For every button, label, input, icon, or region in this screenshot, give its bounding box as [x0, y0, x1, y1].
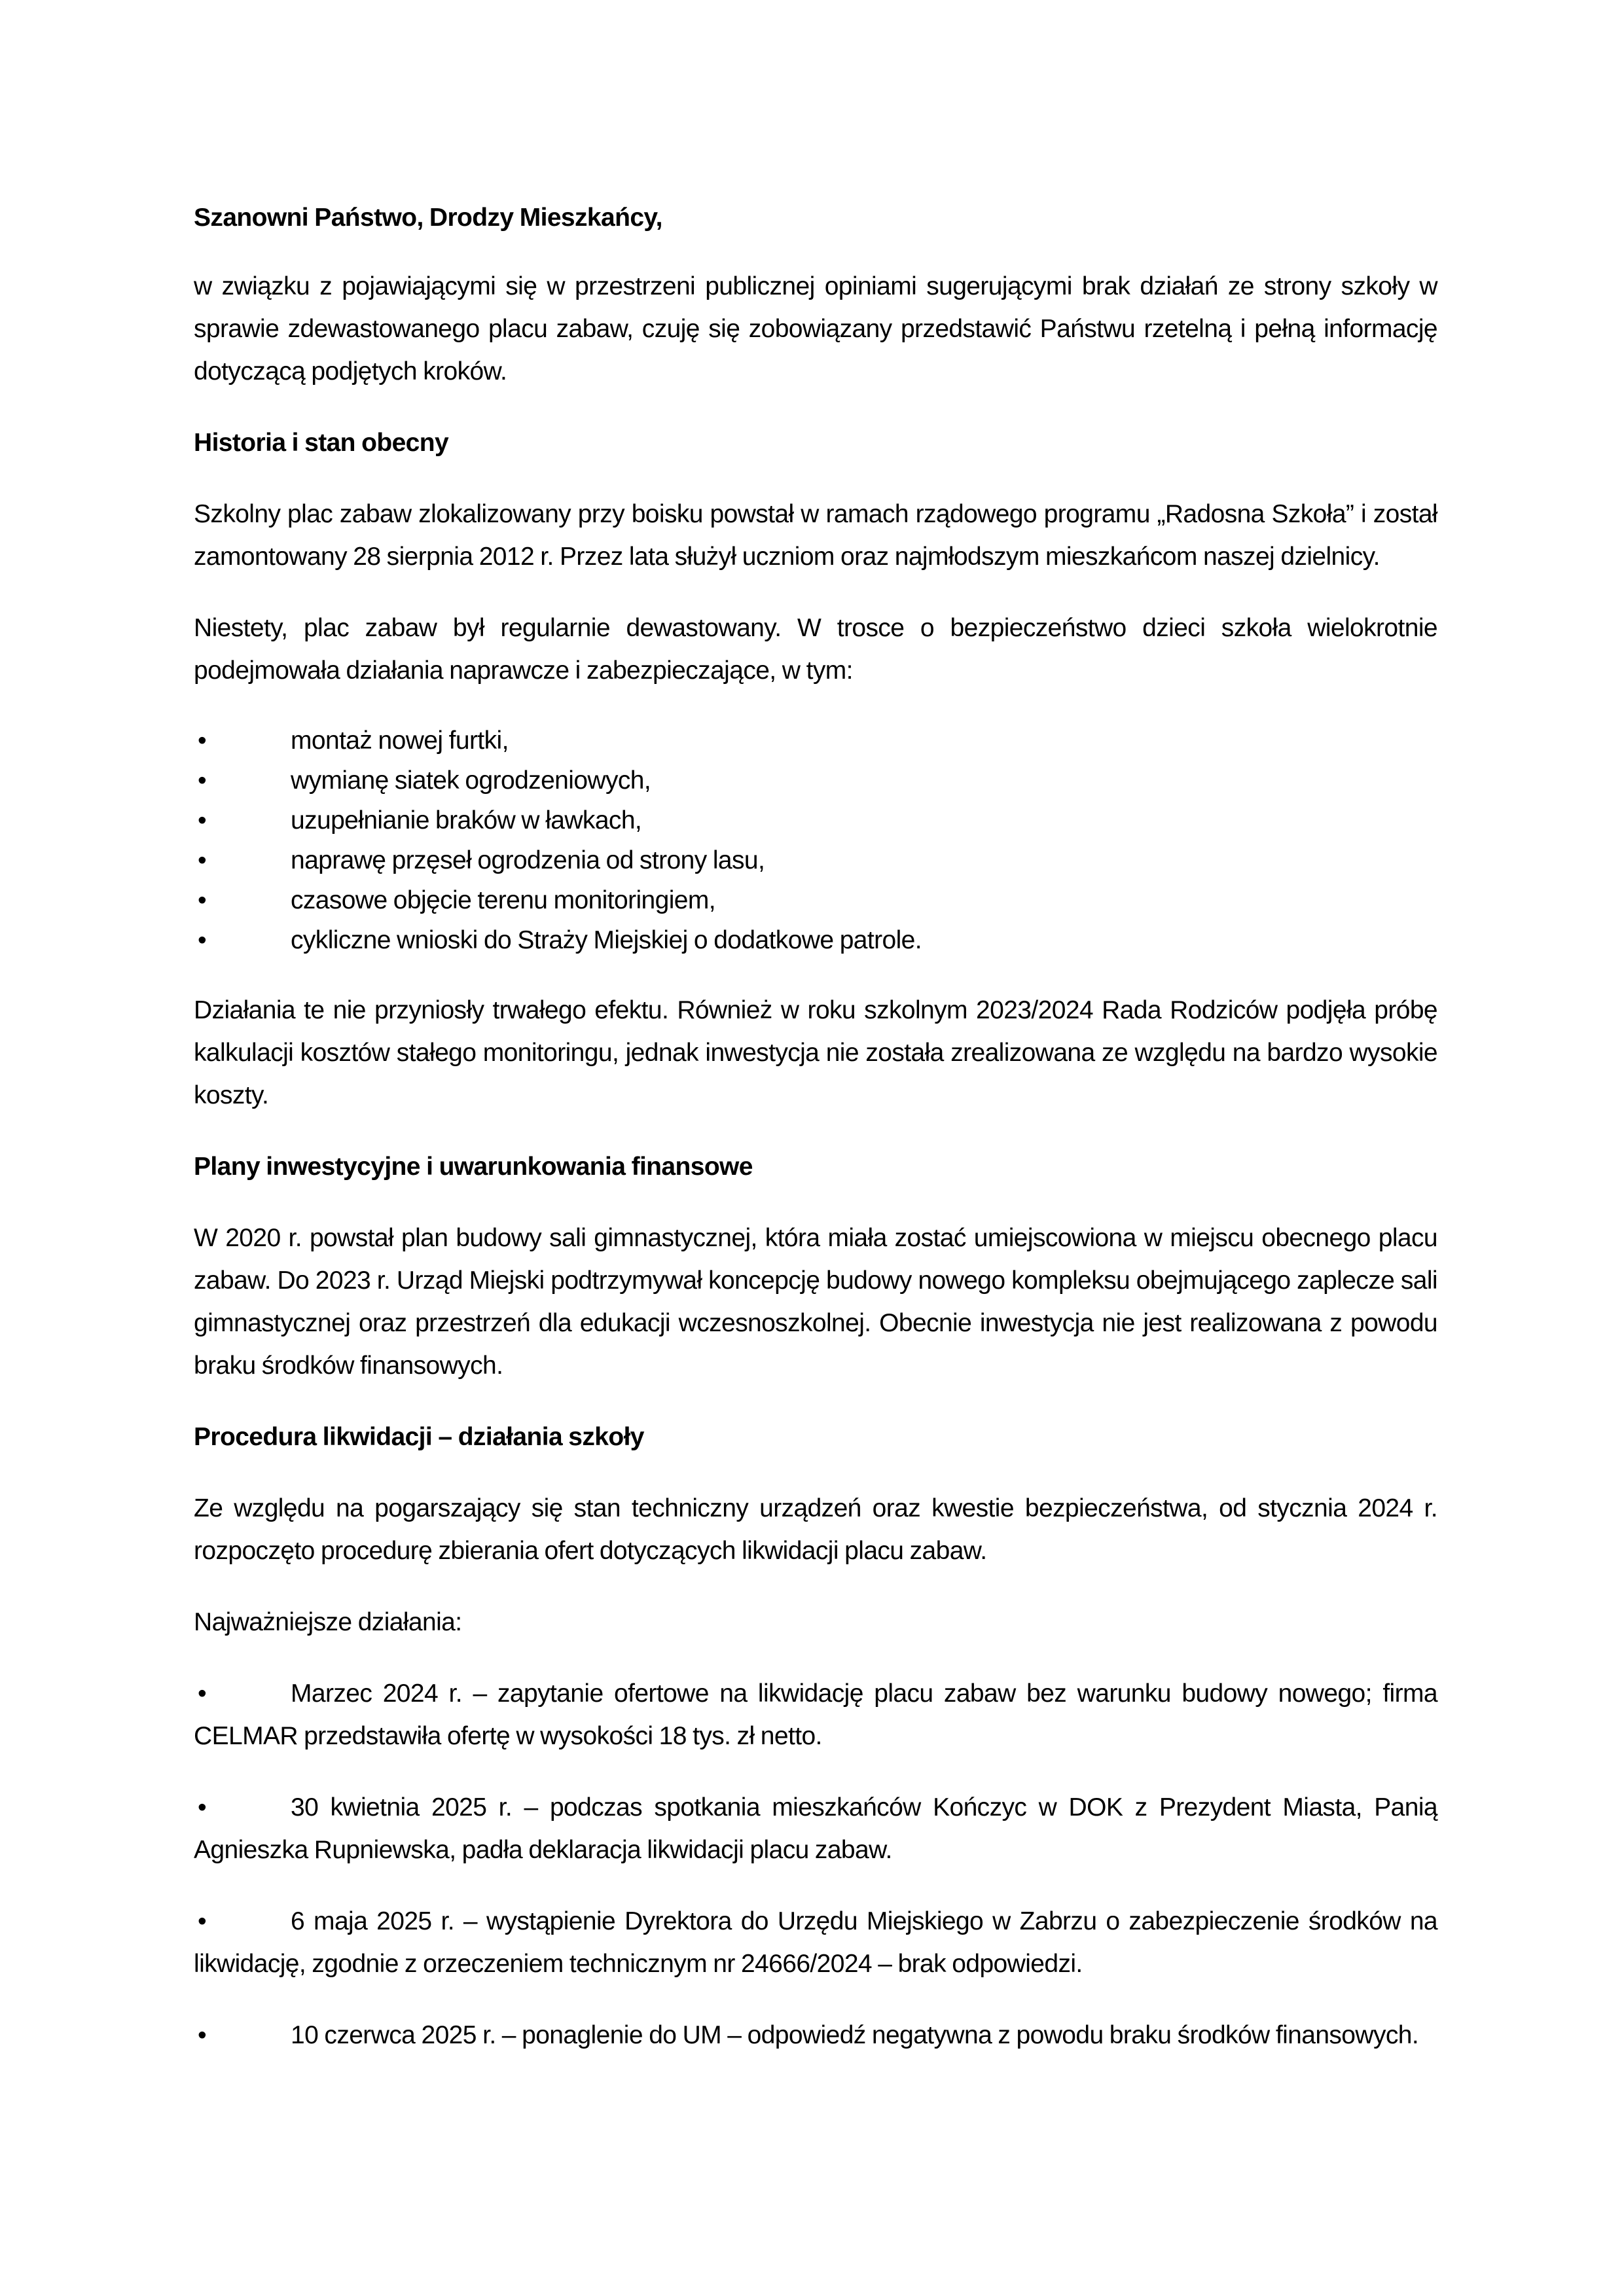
- bullet-icon: •: [198, 1679, 207, 1708]
- salutation: Szanowni Państwo, Drodzy Mieszkańcy,: [194, 204, 662, 232]
- history-paragraph-1: Szkolny plac zabaw zlokalizowany przy boisku powstał w ramach rządowego programu „Radosna Szkoła” i został zamontowany 28 sierpnia 2012 r. Przez lata służył uczniom oraz najmłodszym mieszkańcom naszej dzielnicy.: [194, 500, 1437, 571]
- list-item: [194, 920, 1437, 960]
- bullet-icon: •: [198, 1793, 207, 1821]
- bullet-icon: •: [198, 2021, 207, 2049]
- action-item-text: 6 maja 2025 r. – wystąpienie Dyrektora do Urzędu Miejskiego w Zabrzu o zabezpieczenie środków na likwidację, zgodnie z orzeczeniem technicznym nr 24666/2024 – brak odpowiedzi.: [194, 1907, 1437, 1978]
- list-item-text: wymianę siatek ogrodzeniowych,: [291, 766, 651, 795]
- list-item-text: czasowe objęcie terenu monitoringiem,: [291, 886, 715, 914]
- bullet-icon: •: [198, 886, 207, 914]
- section-investment: [194, 1145, 1437, 1387]
- list-item: [194, 800, 1437, 840]
- section-heading-history: Historia i stan obecny: [194, 429, 449, 457]
- bullet-icon: •: [198, 766, 207, 795]
- investment-paragraph: W 2020 r. powstał plan budowy sali gimnastycznej, która miała zostać umiejscowiona w miejscu obecnego placu zabaw. Do 2023 r. Urząd Miejski podtrzymywał koncepcję budowy nowego kompleksu obejmującego zaplecze sali gimnastycznej oraz przestrzeń dla edukacji wczesnoszkolnej. Obecnie inwestycja nie jest realizowana z powodu braku środków finansowych.: [194, 1224, 1437, 1380]
- list-item: [194, 761, 1437, 800]
- action-item-text: Marzec 2024 r. – zapytanie ofertowe na likwidację placu zabaw bez warunku budowy nowego; firma CELMAR przedstawiła ofertę w wysokości 18 tys. zł netto.: [194, 1679, 1437, 1750]
- list-item-text: cykliczne wnioski do Straży Miejskiej o dodatkowe patrole.: [291, 926, 922, 954]
- action-item: [194, 2014, 1437, 2056]
- bullet-icon: •: [198, 926, 207, 954]
- letter-page: [194, 196, 1437, 2085]
- action-item: [194, 1672, 1437, 1757]
- list-item-text: uzupełnianie braków w ławkach,: [291, 806, 642, 834]
- bullet-icon: •: [198, 726, 207, 755]
- action-item-text: 10 czerwca 2025 r. – ponaglenie do UM – odpowiedź negatywna z powodu braku środków finansowych.: [291, 2021, 1419, 2049]
- section-heading-procedure: Procedura likwidacji – działania szkoły: [194, 1423, 644, 1451]
- bullet-icon: •: [198, 846, 207, 874]
- measures-list: [194, 721, 1437, 960]
- action-item: [194, 1786, 1437, 1871]
- list-item: [194, 721, 1437, 761]
- bullet-icon: •: [198, 806, 207, 834]
- section-heading-investment: Plany inwestycyjne i uwarunkowania finansowe: [194, 1153, 753, 1181]
- list-item: [194, 840, 1437, 880]
- list-item-text: naprawę przęseł ogrodzenia od strony lasu,: [291, 846, 765, 874]
- intro-paragraph: w związku z pojawiającymi się w przestrzeni publicznej opiniami sugerującymi brak działań ze strony szkoły w sprawie zdewastowanego placu zabaw, czuję się zobowiązany przedstawić Państwu rzetelną i pełną informację dotyczącą podjętych kroków.: [194, 272, 1437, 386]
- bullet-icon: •: [198, 1907, 207, 1935]
- actions-label: Najważniejsze działania:: [194, 1608, 462, 1636]
- section-history: [194, 422, 1437, 1117]
- history-paragraph-3: Działania te nie przyniosły trwałego efektu. Również w roku szkolnym 2023/2024 Rada Rodziców podjęła próbę kalkulacji kosztów stałego monitoringu, jednak inwestycja nie została zrealizowana ze względu na bardzo wysokie koszty.: [194, 996, 1437, 1109]
- history-paragraph-2: Niestety, plac zabaw był regularnie dewastowany. W trosce o bezpieczeństwo dzieci szkoła wielokrotnie podejmowała działania naprawcze i zabezpieczające, w tym:: [194, 614, 1437, 685]
- procedure-paragraph: Ze względu na pogarszający się stan techniczny urządzeń oraz kwestie bezpieczeństwa, od stycznia 2024 r. rozpoczęto procedurę zbierania ofert dotyczących likwidacji placu zabaw.: [194, 1494, 1437, 1565]
- section-procedure: [194, 1416, 1437, 2056]
- action-item-text: 30 kwietnia 2025 r. – podczas spotkania mieszkańców Kończyc w DOK z Prezydent Miasta, Panią Agnieszka Rupniewska, padła deklaracja likwidacji placu zabaw.: [194, 1793, 1437, 1864]
- list-item: [194, 880, 1437, 920]
- list-item-text: montaż nowej furtki,: [291, 726, 509, 755]
- action-item: [194, 1900, 1437, 1985]
